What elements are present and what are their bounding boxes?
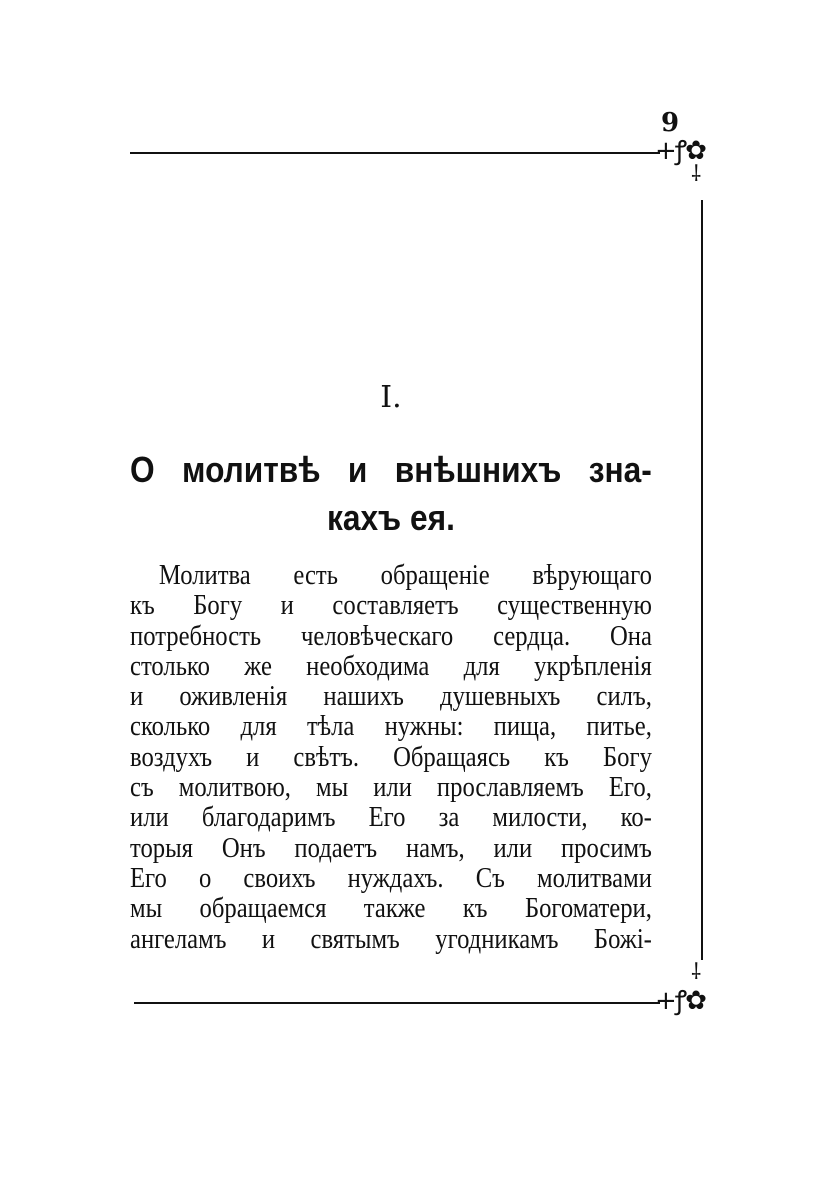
- body-line: ангеламъ и святымъ угодникамъ Божі-: [130, 922, 652, 955]
- chapter-number: I.: [380, 380, 402, 415]
- bottom-vertical-ornament: ⸸: [691, 960, 702, 985]
- body-line: съ молитвою, мы или прославляемъ Его,: [130, 771, 652, 804]
- body-line: къ Богу и составляетъ существенную: [130, 589, 652, 622]
- bottom-rule: [134, 1002, 660, 1004]
- chapter-title: [130, 446, 652, 542]
- body-line: и оживленія нашихъ душевныхъ силъ,: [130, 680, 652, 713]
- page-number: 9: [660, 108, 680, 138]
- body-line: Молитва есть обращеніе вѣрующаго: [158, 559, 652, 591]
- body-line: Его о своихъ нуждахъ. Съ молитвами: [130, 861, 652, 894]
- body-line: торыя Онъ подаетъ намъ, или просимъ: [130, 831, 652, 864]
- top-rule: [130, 152, 660, 154]
- body-line: столько же необходима для укрѣпленія: [130, 649, 652, 682]
- body-line: сколько для тѣла нужны: пища, питье,: [130, 710, 652, 743]
- bottom-corner-ornament: +ꝭ✿: [655, 986, 705, 1016]
- body-line: или благодаримъ Его за милости, ко-: [130, 801, 652, 834]
- body-line: мы обращаемся также къ Богоматери,: [130, 892, 652, 925]
- body-line: воздухъ и свѣтъ. Обращаясь къ Богу: [130, 740, 652, 773]
- body-line: потребность человѣческаго сердца. Она: [130, 619, 652, 652]
- top-vertical-ornament: ⸸: [691, 162, 702, 187]
- right-border-rule: [701, 200, 703, 960]
- title-line: кахъ ея.: [326, 497, 455, 538]
- top-corner-ornament: +ꝭ✿: [655, 136, 705, 166]
- title-line: О молитвѣ и внѣшнихъ зна-: [130, 449, 652, 490]
- body-text: [130, 560, 652, 954]
